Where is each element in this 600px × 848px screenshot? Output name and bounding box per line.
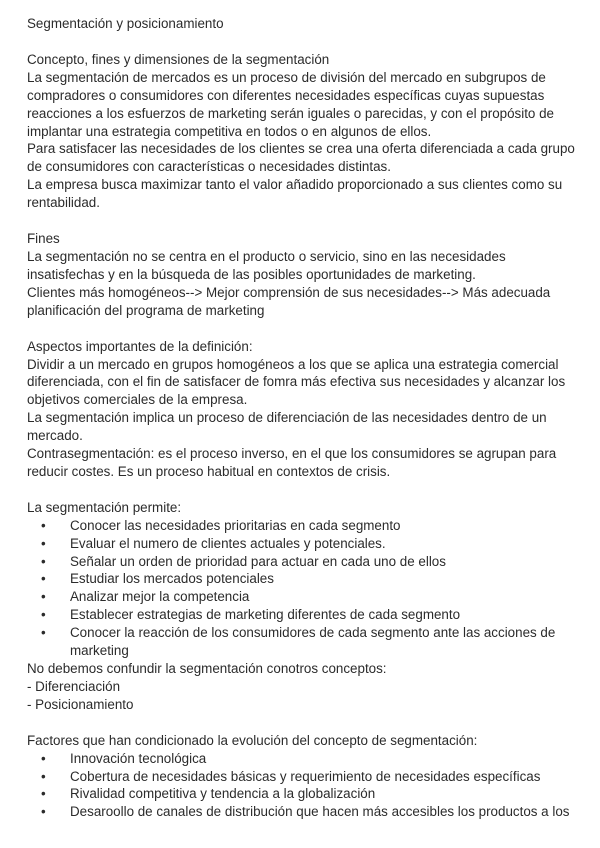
list-item <box>27 588 578 606</box>
paragraph: No debemos confundir la segmentación conotros conceptos: <box>27 661 387 676</box>
bullet-icon: • <box>41 750 46 766</box>
paragraph: La segmentación no se centra en el producto o servicio, sino en las necesidades insatisfechas y en la búsqueda de las posibles oportunidades de marketing. <box>27 248 506 282</box>
list-item-text: Cobertura de necesidades básicas y requerimiento de necesidades específicas <box>70 768 541 784</box>
paragraph: Dividir a un mercado en grupos homogéneos a los que se aplica una estrategia comercial diferenciada, con el fin de satisfacer de fomra más efectiva sus necesidades y alcanzar los objetivos comerciales de la empresa. <box>27 356 566 408</box>
list-item-text: Conocer las necesidades prioritarias en cada segmento <box>70 517 401 533</box>
bullet-icon: • <box>41 607 46 623</box>
section-heading-fines: Fines <box>27 231 60 247</box>
list-item <box>27 553 578 571</box>
list-item-text: Establecer estrategias de marketing diferentes de cada segmento <box>70 607 461 623</box>
list-item-text: Analizar mejor la competencia <box>70 589 250 605</box>
list-item-text: Estudiar los mercados potenciales <box>70 571 274 587</box>
section-heading-factores: Factores que han condicionado la evolución del concepto de segmentación: <box>27 732 478 748</box>
paragraph: Clientes más homogéneos--> Mejor comprensión de sus necesidades--> Más adecuada planificación del programa de marketing <box>27 284 551 318</box>
paragraph: - Diferenciación <box>27 678 121 694</box>
paragraph: La empresa busca maximizar tanto el valor añadido proporcionado a sus clientes como su rentabilidad. <box>27 177 563 211</box>
list-item-text: Desaroollo de canales de distribución que hacen más accesibles los productos a los <box>70 804 570 820</box>
spacer <box>27 320 578 338</box>
list-item <box>27 570 578 588</box>
list-item-text: Innovación tecnológica <box>70 750 207 766</box>
section-heading-permite: La segmentación permite: <box>27 499 182 515</box>
list-item-text: Evaluar el numero de clientes actuales y potenciales. <box>70 535 386 551</box>
bullet-icon: • <box>41 804 46 820</box>
bullet-icon: • <box>41 535 46 551</box>
list-item <box>27 768 578 786</box>
bullet-icon: • <box>41 571 46 587</box>
bullet-list-permite <box>27 517 578 660</box>
spacer <box>27 33 578 51</box>
bullet-icon: • <box>41 553 46 569</box>
list-item-text: Rivalidad competitiva y tendencia a la globalización <box>70 786 376 802</box>
list-item <box>27 750 578 768</box>
spacer <box>27 714 578 732</box>
section-heading-concepto: Concepto, fines y dimensiones de la segmentación <box>27 51 330 67</box>
list-item <box>27 517 578 535</box>
list-item <box>27 624 578 660</box>
paragraph: Para satisfacer las necesidades de los clientes se crea una oferta diferenciada a cada grupo de consumidores con características o necesidades distintas. <box>27 141 575 175</box>
bullet-icon: • <box>41 625 46 641</box>
list-item <box>27 535 578 553</box>
list-item-text: Conocer la reacción de los consumidores de cada segmento ante las acciones de marketing <box>70 625 556 659</box>
bullet-icon: • <box>41 786 46 802</box>
bullet-icon: • <box>41 517 46 533</box>
document-title: Segmentación y posicionamiento <box>27 16 224 31</box>
bullet-icon: • <box>41 768 46 784</box>
list-item-text: Señalar un orden de prioridad para actuar en cada uno de ellos <box>70 553 446 569</box>
paragraph: - Posicionamiento <box>27 696 134 712</box>
section-heading-aspectos: Aspectos importantes de la definición: <box>27 338 253 354</box>
bullet-icon: • <box>41 589 46 605</box>
paragraph: La segmentación de mercados es un proceso de división del mercado en subgrupos de compradores o consumidores con diferentes necesidades específicas cuyas supuestas reacciones a los esfuerzos de marketing serán iguales o parecidas, y con el propósito de implantar una estrategia competitiva en todos o en algunos de ellos. <box>27 69 554 139</box>
bullet-list-factores <box>27 750 578 822</box>
spacer <box>27 212 578 230</box>
paragraph: Contrasegmentación: es el proceso inverso, en el que los consumidores se agrupan para reducir costes. Es un proceso habitual en contextos de crisis. <box>27 446 557 479</box>
paragraph: La segmentación implica un proceso de diferenciación de las necesidades dentro de un mercado. <box>27 410 547 444</box>
list-item <box>27 606 578 624</box>
list-item <box>27 803 578 821</box>
spacer <box>27 481 578 499</box>
list-item <box>27 785 578 803</box>
